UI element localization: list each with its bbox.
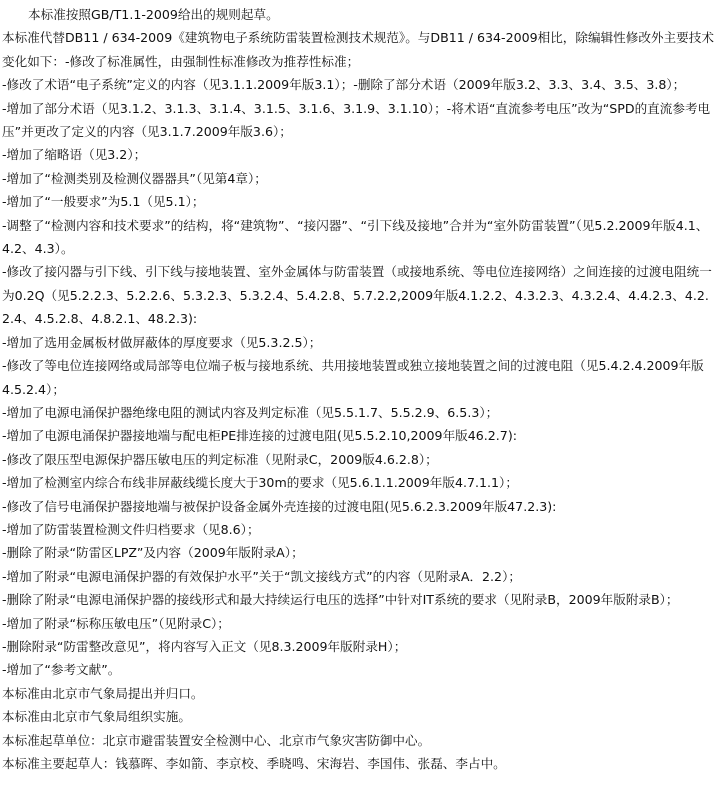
paragraph-implementing-authority: 本标准由北京市气象局组织实施。 <box>2 709 191 725</box>
paragraph-change-item: -修改了等电位连接网络或局部等电位端子板与接地系统、共用接地装置或独立接地装置之间的过渡电阻（见5.4.2.4.2009年版4.5.2.4）； <box>2 358 704 397</box>
paragraph-change-item: -增加了电源电涌保护器接地端与配电柜PE排连接的过渡电阻(见5.5.2.10,2009年版46.2.7): <box>2 428 517 444</box>
paragraph-change-item: -修改了信号电涌保护器接地端与被保护设备金属外壳连接的过渡电阻(见5.6.2.3.2009年版47.2.3): <box>2 498 557 514</box>
paragraph-change-item: -调整了“检测内容和技术要求”的结构，将“建筑物”、“接闪器”、“引下线及接地”合并为“室外防雷装置”（见5.2.2009年版4.1、4.2、4.3）。 <box>2 217 709 257</box>
paragraph-change-item: -增加了附录“电源电涌保护器的有效保护水平”关于“凯文接线方式”的内容（见附录A．2.2）； <box>2 568 521 584</box>
paragraph-change-item: -修改了接闪器与引下线、引下线与接地装置、室外金属体与防雷装置（或接地系统、等电位连接网络）之间连接的过渡电阻统一为0.2Q（见5.2.2.3、5.2.2.6、5.3.2.3、5.3.2.4、5.4.2.8、5.7.2.2,2009年版4.1.2.2、4.3.2.3、4.3.2.4、4.4.2.3、4.2.2.4、4.5.2.8、4.8.2.1、48.2.3): <box>2 264 712 327</box>
paragraph-change-item: -增加了“检测类别及检测仪器器具”（见第4章）； <box>2 170 267 186</box>
paragraph-drafting-units: 本标准起草单位：北京市避雷装置安全检测中心、北京市气象灾害防御中心。 <box>2 732 431 748</box>
paragraph-drafting-rules: 本标准按照GB/T1.1-2009给出的规则起草。 <box>28 7 279 22</box>
paragraph-change-item: -删除了附录“电源电涌保护器的接线形式和最大持续运行电压的选择”中针对IT系统的要求（见附录B，2009年版附录B）； <box>2 592 679 608</box>
paragraph-change-item: -修改了限压型电源保护器压敏电压的判定标准（见附录C，2009版4.6.2.8）； <box>2 451 438 467</box>
paragraph-proposing-authority: 本标准由北京市气象局提出并归口。 <box>2 685 204 701</box>
paragraph-main-drafters: 本标准主要起草人：钱慕晖、李如箭、李京校、季晓鸣、宋海岩、李国伟、张磊、李占中。 <box>2 756 506 771</box>
paragraph-change-item: -增加了部分术语（见3.1.2、3.1.3、3.1.4、3.1.5、3.1.6、3.1.9、3.1.10）；-将术语“直流参考电压”改为“SPD的直流参考电压”并更改了定义的内容（见3.1.7.2009年版3.6）； <box>2 100 711 140</box>
paragraph-change-item: -增加了“参考文献”。 <box>2 662 121 678</box>
paragraph-change-item: -增加了防雷装置检测文件归档要求（见8.6）； <box>2 521 260 537</box>
paragraph-change-item: -增加了电源电涌保护器绝缘电阻的测试内容及判定标准（见5.5.1.7、5.5.2.9、6.5.3）； <box>2 404 499 420</box>
paragraph-change-item: -删除了附录“防雷区LPZ”及内容（2009年版附录A）； <box>2 545 304 561</box>
paragraph-change-item: -增加了“一般要求”为5.1（见5.1）； <box>2 194 205 210</box>
paragraph-change-item: -删除附录“防雷整改意见”，将内容写入正文（见8.3.2009年版附录H）； <box>2 638 407 654</box>
paragraph-change-item: -修改了术语“电子系统”定义的内容（见3.1.1.2009年版3.1）；-删除了部分术语（2009年版3.2、3.3、3.4、3.5、3.8）； <box>2 77 686 93</box>
paragraph-change-item: -增加了缩略语（见3.2）； <box>2 147 147 163</box>
paragraph-replacement-summary: 本标准代替DB11 / 634-2009《建筑物电子系统防雷装置检测技术规范》。与DB11 / 634-2009相比，除编辑性修改外主要技术变化如下：-修改了标准属性，由强制性标准修改为推荐性标准； <box>2 30 714 69</box>
paragraph-change-item: -增加了检测室内综合布线非屏蔽线缆长度大于30m的要求（见5.6.1.1.2009年版4.7.1.1）； <box>2 475 518 491</box>
paragraph-change-item: -增加了选用金属板材做屏蔽体的厚度要求（见5.3.2.5）； <box>2 334 322 350</box>
paragraph-change-item: -增加了附录“标称压敏电压”（见附录C）； <box>2 615 230 631</box>
